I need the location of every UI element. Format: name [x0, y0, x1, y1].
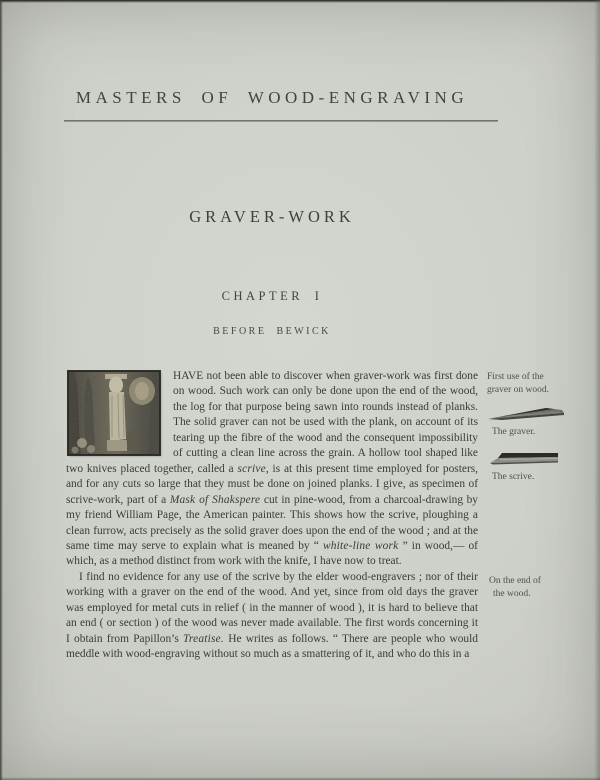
- section-title: GRAVER-WORK: [189, 207, 355, 226]
- chapter-subtitle: BEFORE BEWICK: [213, 326, 331, 337]
- photo-edge-right: [594, 0, 600, 780]
- scrive-tool-icon: [486, 449, 562, 471]
- book-title: MASTERS OF WOOD-ENGRAVING: [75, 88, 469, 107]
- photo-edge-top: [0, 0, 600, 3]
- graver-tool-icon: [486, 404, 568, 426]
- graver-illustration: [486, 404, 568, 426]
- title-rule: [64, 120, 498, 122]
- graver-caption: The graver.: [492, 427, 536, 437]
- margin-note-line: the wood.: [493, 588, 531, 599]
- margin-note-first-use: [487, 371, 579, 396]
- scrive-caption: The scrive.: [492, 472, 535, 482]
- margin-note-line: On the end of: [489, 576, 541, 586]
- paragraph-1: HAVE not been able to discover when graver-work was first done on wood. Such work can only be done upon the end of the wood, the log for that purpose being sawn into rounds instead of planks. The solid graver can not be used with the plank, on account of its tearing up the fibre of the wood and the consequent impossibility of cutting a clean line across the grain. A hollow tool shaped like two knives placed together, called a scrive, is at this present time employed for posters, and for any cuts so large that they must be done on joined planks. I give, as specimen of scrive-work, part of a Mask of Shakspere cut in pine-wood, from a charcoal-drawing by my friend William Page, the American painter. This shows how the scrive, ploughing a clean furrow, acts precisely as the solid graver does upon the end of the wood ; and at the same time may serve to explain what is meaned by “ white-line work ” in wood,— of which, as a method distinct from work with the knife, I have now to treat.: [66, 370, 479, 568]
- scrive-illustration: [486, 449, 562, 471]
- photo-edge-left: [0, 0, 3, 780]
- margin-note-line: graver on wood.: [487, 384, 549, 395]
- margin-note-line: First use of the: [487, 372, 544, 382]
- margin-note-end-of-wood: [487, 575, 581, 600]
- initial-woodcut-image: [68, 371, 160, 455]
- body-text-block: [66, 369, 478, 663]
- paragraph-2: I find no evidence for any use of the scrive by the elder wood-engravers ; nor of their working with a graver on the end of the wood. And yet, since from old days the graver was employed for metal cuts in relief ( in the manner of wood ), it is hard to believe that an end ( or section ) of the wood was never made available. The first words concerning it I obtain from Papillon’s Treatise. He writes as follows. “ There are people who would meddle with wood-engraving without so much as a smattering of it, and who do this in a: [66, 570, 478, 661]
- chapter-heading: CHAPTER I: [221, 289, 323, 303]
- woodcut-herm-figure: [68, 371, 160, 455]
